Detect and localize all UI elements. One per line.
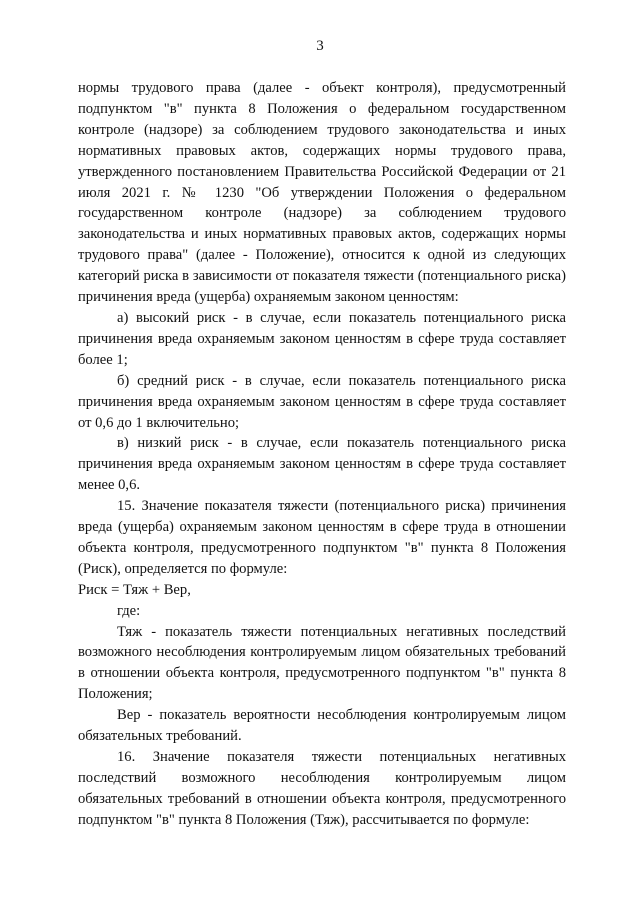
paragraph-high-risk: а) высокий риск - в случае, если показатель потенциального риска причинения вреда охраняемым законом ценностям в сфере труда составляет более 1; [78,309,566,368]
paragraph-category-intro: нормы трудового права (далее - объект контроля), предусмотренный подпунктом "в" пункта 8 Положения о федеральном государственном контроле (надзоре) за соблюдением трудового законодательства и иных нормативных правовых актов, содержащих нормы трудового права, утвержденного постановлением Правительства Российской Федерации от 21 июля 2021 г. № 1230 "Об утверждении Положения о федеральном государственном контроле (надзоре) за соблюдением трудового законодательства и иных нормативных правовых актов, содержащих нормы трудового права" (далее - Положение), относится к одной из следующих категорий риска в зависимости от показателя тяжести (потенциального риска) причинения вреда (ущерба) охраняемым законом ценностям: [78,80,566,306]
document-body [78,78,566,831]
risk-formula: Риск = Тяж + Вер, [78,581,191,598]
definition-tyazh: Тяж - показатель тяжести потенциальных негативных последствий возможного несоблюдения контролируемым лицом обязательных требований в отношении объекта контроля, предусмотренного подпунктом "в" пункта 8 Положения; [78,623,566,703]
where-label: где: [117,602,141,619]
definition-ver: Вер - показатель вероятности несоблюдения контролируемым лицом обязательных требований. [78,707,566,745]
paragraph-medium-risk: б) средний риск - в случае, если показатель потенциального риска причинения вреда охраняемым законом ценностям в сфере труда составляет от 0,6 до 1 включительно; [78,372,566,431]
paragraph-15: 15. Значение показателя тяжести (потенциального риска) причинения вреда (ущерба) охраняемым законом ценностям в сфере труда в отношении объекта контроля, предусмотренного подпунктом "в" пункта 8 Положения (Риск), определяется по формуле: [78,498,566,577]
page-number: 3 [316,38,324,54]
paragraph-low-risk: в) низкий риск - в случае, если показатель потенциального риска причинения вреда охраняемым законом ценностям в сфере труда составляет менее 0,6. [78,435,566,494]
paragraph-16: 16. Значение показателя тяжести потенциальных негативных последствий возможного несоблюдения контролируемым лицом обязательных требований в отношении объекта контроля, предусмотренного подпунктом "в" пункта 8 Положения (Тяж), рассчитывается по формуле: [78,749,566,828]
